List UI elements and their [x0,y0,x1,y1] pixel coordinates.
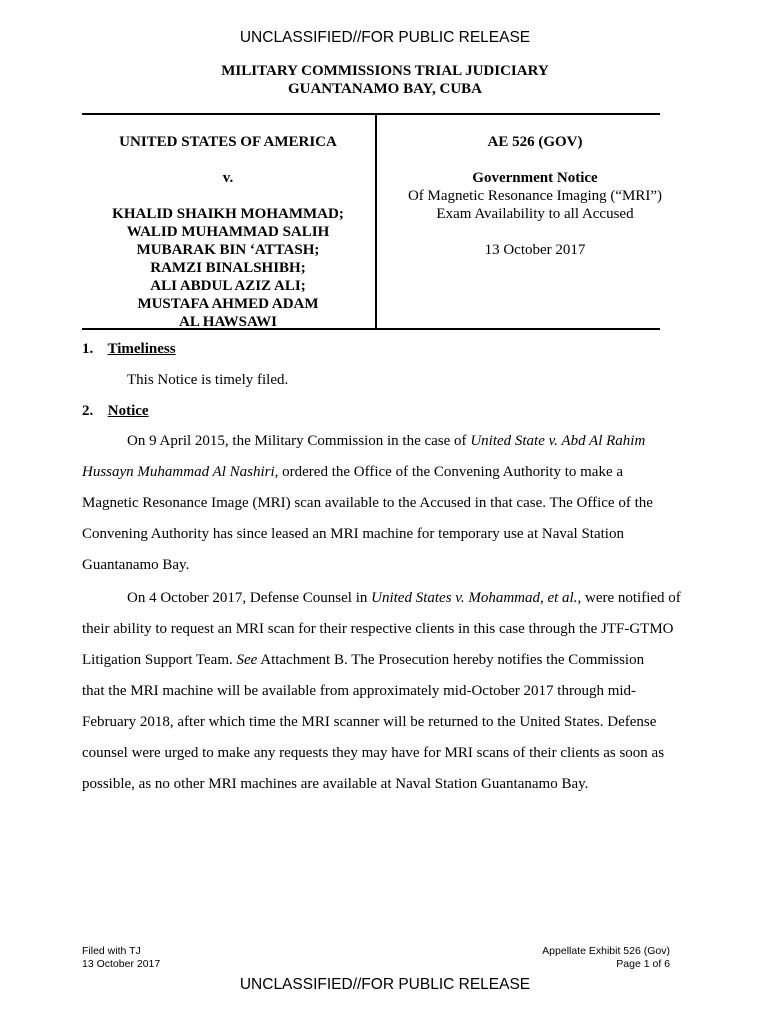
paragraph-line: Litigation Support Team. See Attachment B. The Prosecution hereby notifies the Commission [82,652,645,668]
paragraph-line: that the MRI machine will be available from approximately mid-October 2017 through mid- [82,683,637,699]
exhibit-number: AE 526 (GOV) [487,134,583,150]
section-title: Notice [107,403,149,419]
timeliness-text: This Notice is timely filed. [127,372,289,388]
paragraph-line: possible, as no other MRI machines are available at Naval Station Guantanamo Bay. [82,776,589,792]
document-subtitle-line: Of Magnetic Resonance Imaging (“MRI”) [407,188,663,204]
section-number: 1. [82,341,94,357]
document-title: Government Notice [472,170,598,186]
document-subtitle-line: Exam Availability to all Accused [436,206,634,222]
filing-date: 13 October 2017 [484,242,586,258]
court-heading [0,62,770,98]
defendant-line: MUSTAFA AHMED ADAM [137,296,319,312]
case-caption-filing [378,133,692,259]
defendant-line: AL HAWSAWI [179,314,277,330]
paragraph-line: Magnetic Resonance Image (MRI) scan available to the Accused in that case. The Office of the [82,495,653,511]
case-citation: United State v. Abd Al Rahim [470,433,646,449]
court-location: GUANTANAMO BAY, CUBA [287,81,483,97]
paragraph-line: On 4 October 2017, Defense Counsel in United States v. Mohammad, et al., were notified of [127,590,681,606]
notice-paragraph-2 [82,583,682,800]
footer-page-number: Page 1 of 6 [616,958,670,970]
paragraph-line: Guantanamo Bay. [82,557,190,573]
footer-filed-date: 13 October 2017 [82,958,161,970]
paragraph-line: counsel were urged to make any requests they may have for MRI scans of their clients as soon as [82,745,665,761]
footer-exhibit-number: Appellate Exhibit 526 (Gov) [542,945,670,957]
defendant-line: WALID MUHAMMAD SALIH [126,224,330,240]
paragraph-line: February 2018, after which time the MRI scanner will be returned to the United States. Defense [82,714,657,730]
paragraph-line: Hussayn Muhammad Al Nashiri, ordered the Office of the Convening Authority to make a [82,464,624,480]
plaintiff-name: UNITED STATES OF AMERICA [119,134,337,150]
defendant-line: RAMZI BINALSHIBH; [150,260,306,276]
caption-top-rule [82,113,660,115]
case-citation: United States v. Mohammad, et al. [371,590,578,606]
section-title: Timeliness [107,341,176,357]
court-name: MILITARY COMMISSIONS TRIAL JUDICIARY [221,63,549,79]
defendant-line: KHALID SHAIKH MOHAMMAD; [112,206,344,222]
versus-label: v. [222,170,234,186]
case-citation: Hussayn Muhammad Al Nashiri [82,464,275,480]
section-heading-timeliness [82,341,176,358]
paragraph-line: On 9 April 2015, the Military Commission in the case of United State v. Abd Al Rahim [127,433,646,449]
defendant-line: ALI ABDUL AZIZ ALI; [150,278,306,294]
footer-filing-info [82,945,160,971]
section-heading-notice [82,403,149,420]
caption-divider [375,115,377,329]
notice-paragraph-1 [82,426,682,581]
paragraph-line: Convening Authority has since leased an MRI machine for temporary use at Naval Station [82,526,624,542]
section-number: 2. [82,403,94,419]
footer-filed-with: Filed with TJ [82,945,141,957]
classification-footer: UNCLASSIFIED//FOR PUBLIC RELEASE [239,976,531,993]
signal-see: See [236,652,258,668]
case-caption-parties [82,133,374,331]
classification-header: UNCLASSIFIED//FOR PUBLIC RELEASE [239,29,531,46]
paragraph-line: their ability to request an MRI scan for their respective clients in this case through the JTF-GTMO [82,621,674,637]
footer-exhibit-info [480,945,670,971]
defendant-line: MUBARAK BIN ‘ATTASH; [136,242,320,258]
